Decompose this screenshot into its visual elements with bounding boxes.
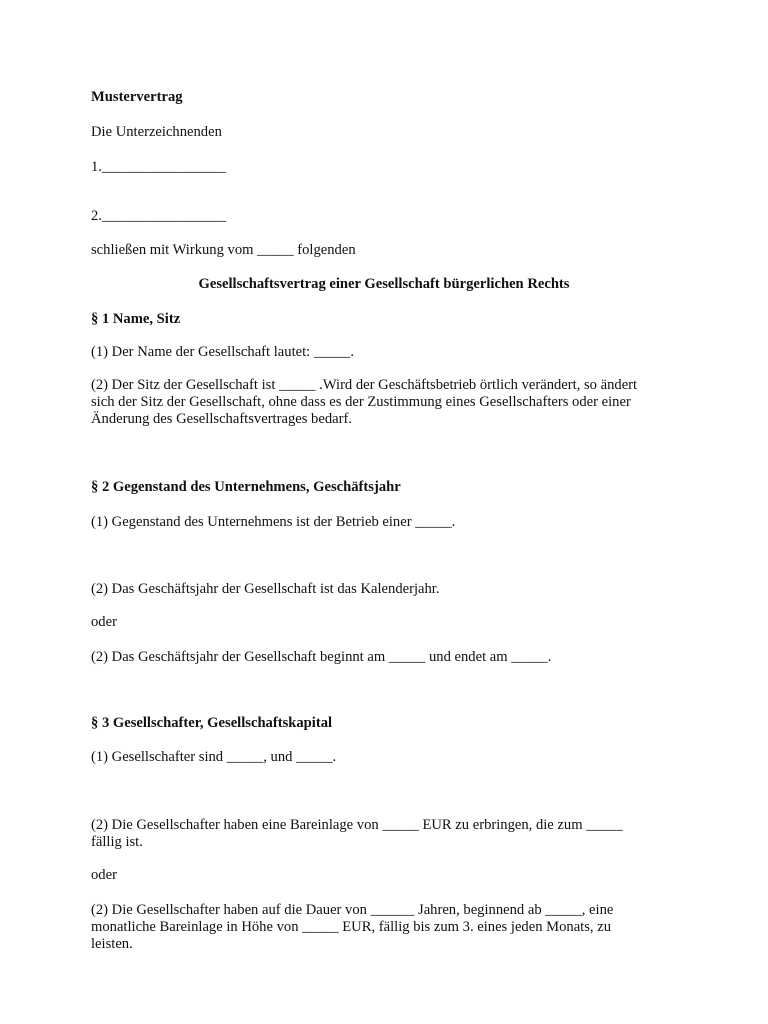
contract-title: Gesellschaftsvertrag einer Gesellschaft bürgerlichen Rechts [198, 276, 570, 292]
paragraph-line: leisten. [91, 936, 133, 952]
section-2-heading: § 2 Gegenstand des Unternehmens, Geschäftsjahr [91, 479, 401, 495]
section-3-paragraph-1: (1) Gesellschafter sind _____, und _____. [91, 749, 337, 765]
section-2-paragraph-2-alt: (2) Das Geschäftsjahr der Gesellschaft beginnt am _____ und endet am _____. [91, 649, 552, 665]
paragraph-line: Änderung des Gesellschaftsvertrages bedarf. [91, 411, 352, 427]
section-2-or: oder [91, 614, 117, 630]
paragraph-line: monatliche Bareinlage in Höhe von _____ EUR, fällig bis zum 3. eines jeden Monats, zu [91, 919, 611, 935]
section-3-heading: § 3 Gesellschafter, Gesellschaftskapital [91, 715, 333, 731]
paragraph-line: (2) Die Gesellschafter haben eine Bareinlage von _____ EUR zu erbringen, die zum _____ [91, 817, 623, 833]
section-1-paragraph-1: (1) Der Name der Gesellschaft lautet: _____. [91, 344, 354, 360]
effective-date-text: schließen mit Wirkung vom _____ folgenden [91, 242, 356, 258]
intro-text: Die Unterzeichnenden [91, 124, 222, 140]
document-title: Mustervertrag [91, 89, 183, 105]
paragraph-line: (2) Die Gesellschafter haben auf die Dauer von ______ Jahren, beginnend ab _____, eine [91, 902, 614, 918]
paragraph-line: sich der Sitz der Gesellschaft, ohne dass es der Zustimmung eines Gesellschafters oder einer [91, 394, 631, 410]
paragraph-line: fällig ist. [91, 834, 143, 850]
section-3-or: oder [91, 867, 117, 883]
section-2-paragraph-2: (2) Das Geschäftsjahr der Gesellschaft ist das Kalenderjahr. [91, 581, 440, 597]
section-2-paragraph-1: (1) Gegenstand des Unternehmens ist der Betrieb einer _____. [91, 514, 456, 530]
party-1-line: 1._________________ [91, 159, 226, 175]
paragraph-line: (2) Der Sitz der Gesellschaft ist _____ .Wird der Geschäftsbetrieb örtlich verändert, so ändert [91, 377, 638, 393]
section-1-heading: § 1 Name, Sitz [91, 311, 181, 327]
party-2-line: 2._________________ [91, 208, 226, 224]
